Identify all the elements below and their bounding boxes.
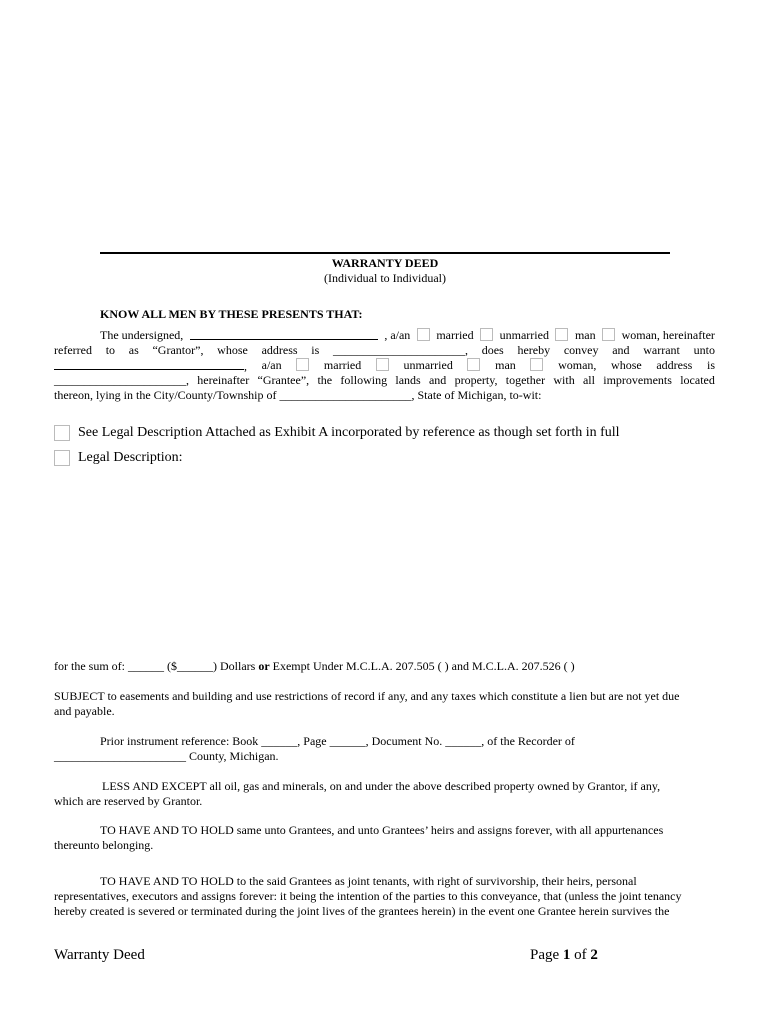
grantee-married-checkbox[interactable]	[296, 358, 309, 371]
word: convey	[563, 343, 599, 357]
married-label: married	[436, 328, 474, 342]
unmarried-label: unmarried	[499, 328, 549, 342]
word: referred	[54, 343, 92, 357]
habendum2-line-1: TO HAVE AND TO HOLD to the said Grantees as joint tenants, with right of survivorship, their heirs, personal	[100, 874, 637, 888]
aan-label: , a/an	[384, 328, 411, 342]
grantor-woman-checkbox[interactable]	[602, 328, 615, 341]
footer-document-name: Warranty Deed	[54, 947, 145, 963]
page-label: Page	[530, 947, 560, 963]
word: “Grantee”,	[257, 373, 310, 387]
grantee-woman-checkbox[interactable]	[530, 358, 543, 371]
word: is	[706, 358, 715, 372]
habendum1-line-2: thereunto belonging.	[54, 838, 154, 852]
page-current: 1	[562, 947, 571, 963]
document-subtitle: (Individual to Individual)	[324, 271, 446, 285]
word: and	[612, 343, 630, 357]
word: warrant	[643, 343, 680, 357]
grantor-line-2	[54, 343, 715, 358]
word: following	[340, 373, 388, 387]
exhibit-a-label: See Legal Description Attached as Exhibit A incorporated by reference as though set forth in full	[78, 425, 620, 440]
consideration-line	[54, 659, 715, 674]
habendum2-line-3: hereby created is severed or terminated during the joint lives of the grantees herein) in the event one Grantee herein survives the	[54, 904, 670, 918]
grantor-paragraph	[54, 328, 715, 403]
word: “Grantor”,	[152, 343, 204, 357]
word: hereby	[517, 343, 551, 357]
grantor-address-field[interactable]: ______________________,	[333, 343, 469, 357]
less-line-2: which are reserved by Grantor.	[54, 794, 203, 808]
less-line-1: LESS AND EXCEPT all oil, gas and minerals, on and under the above described property owned by Grantor, if any,	[102, 779, 661, 793]
word: the	[317, 373, 333, 387]
unmarried-label: unmarried	[403, 358, 453, 372]
legal-description-checkbox[interactable]	[54, 450, 70, 466]
exempt-text: Exempt Under M.C.L.A. 207.505 ( ) and M.C.L.A. 207.526 ( )	[272, 659, 575, 673]
man-label: man	[495, 358, 516, 372]
preamble-heading: KNOW ALL MEN BY THESE PRESENTS THAT:	[100, 307, 363, 321]
grantor-married-checkbox[interactable]	[417, 328, 430, 341]
page-total: 2	[590, 947, 598, 963]
word: does	[481, 343, 504, 357]
exhibit-option	[54, 425, 620, 441]
exhibit-a-checkbox[interactable]	[54, 425, 70, 441]
subject-line-1: SUBJECT to easements and building and use restrictions of record if any, and any taxes which constitute a lien but are not yet due	[54, 689, 680, 703]
subject-line-2: and payable.	[54, 704, 115, 718]
prior-line-1: Prior instrument reference: Book ______, Page ______, Document No. ______, of the Recorder of	[100, 734, 575, 748]
grantor-unmarried-checkbox[interactable]	[480, 328, 493, 341]
habendum2-line-2: representatives, executors and assigns forever: it being the intention of the parties to this conveyance, that (unless the joint tenancy	[54, 889, 682, 903]
grantee-line-4	[54, 373, 715, 388]
habendum-paragraph-1	[54, 823, 715, 853]
legal-description-option	[54, 450, 183, 466]
grantee-man-checkbox[interactable]	[467, 358, 480, 371]
woman-label: woman,	[558, 358, 597, 372]
legal-description-label: Legal Description:	[78, 450, 183, 465]
word: to	[105, 343, 116, 357]
or-text: or	[258, 659, 270, 673]
grantee-unmarried-checkbox[interactable]	[376, 358, 389, 371]
sum-text: for the sum of: ______ ($______) Dollars	[54, 659, 256, 673]
comma: ,	[244, 359, 247, 373]
word: located	[680, 373, 715, 387]
grantor-name-field[interactable]	[190, 328, 378, 340]
word: address	[261, 343, 298, 357]
grantee-name-field[interactable]	[54, 358, 244, 370]
subject-paragraph	[54, 689, 715, 719]
document-title: WARRANTY DEED	[331, 256, 439, 270]
word: with	[553, 373, 575, 387]
woman-label: woman, hereinafter	[621, 328, 715, 342]
prior-line-2: ______________________ County, Michigan.	[54, 749, 279, 763]
aan-label: a/an	[261, 358, 282, 372]
location-text: thereon, lying in the City/County/Township of ______________________, State of Michigan, to-wit:	[54, 388, 542, 402]
grantee-address-field[interactable]: ______________________,	[54, 373, 189, 387]
grantor-man-checkbox[interactable]	[555, 328, 568, 341]
of-label: of	[574, 947, 587, 963]
undersigned-label: The undersigned,	[100, 328, 184, 342]
title-rule	[100, 252, 670, 254]
word: unto	[693, 343, 715, 357]
word: property,	[454, 373, 498, 387]
man-label: man	[574, 328, 596, 342]
word: hereinafter	[197, 373, 250, 387]
footer-page-number	[530, 947, 598, 964]
word: address	[656, 358, 693, 372]
word: and	[428, 373, 447, 387]
word: whose	[217, 343, 248, 357]
word: all	[582, 373, 595, 387]
word: improvements	[603, 373, 672, 387]
grantee-line-5	[54, 388, 715, 403]
word: lands	[395, 373, 421, 387]
less-except-paragraph	[54, 779, 715, 809]
word: as	[128, 343, 139, 357]
word: is	[311, 343, 320, 357]
grantee-line-3	[54, 358, 715, 373]
word: together	[505, 373, 546, 387]
habendum1-line-1: TO HAVE AND TO HOLD same unto Grantees, and unto Grantees’ heirs and assigns forever, with all appurtenances	[100, 823, 664, 837]
prior-instrument-paragraph	[54, 734, 715, 764]
married-label: married	[323, 358, 362, 372]
grantor-line-1	[54, 328, 715, 343]
habendum-paragraph-2	[54, 874, 715, 919]
word: whose	[611, 358, 642, 372]
